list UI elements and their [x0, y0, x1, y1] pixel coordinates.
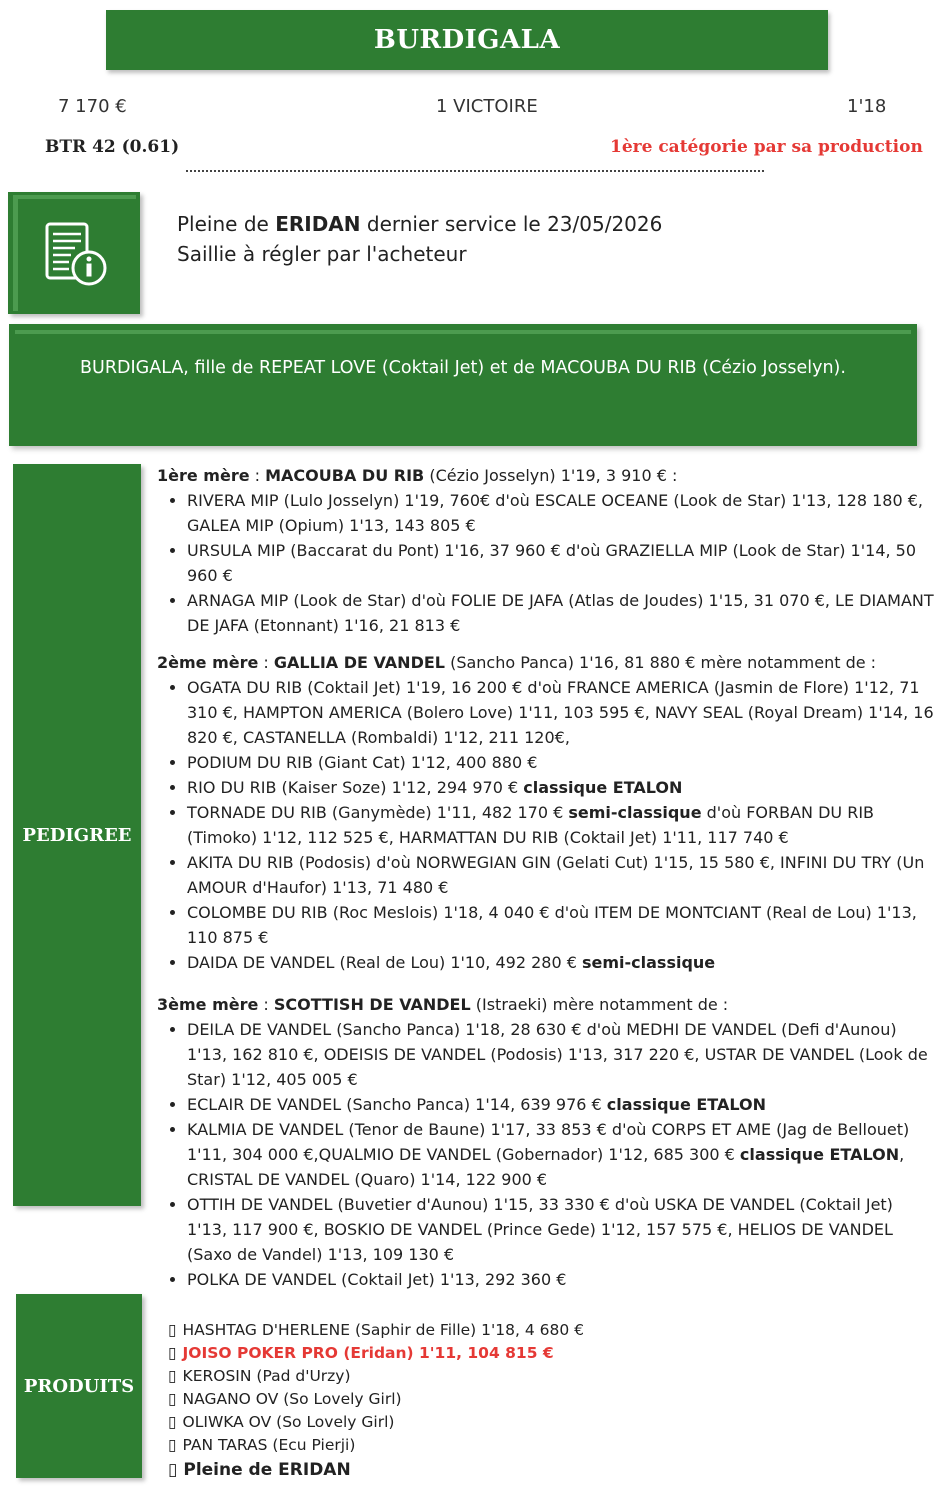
item-text-cont: d'où FORBAN DU RIB (Timoko) 1'12, 112 525 €, HARMATTAN DU RIB (Coktail Jet) 1'11, 117 740 €	[187, 803, 875, 847]
separator: :	[258, 653, 274, 672]
produits-list	[168, 1319, 868, 1483]
product-name: PAN TARAS (Ecu Pierji)	[182, 1436, 356, 1454]
list-item: • PODIUM DU RIB (Giant Cat) 1'12, 400 880 €	[187, 750, 934, 775]
dam-details: (Istraeki) mère notamment de :	[470, 995, 729, 1014]
list-item	[168, 1342, 868, 1365]
bullet-icon: ▯	[168, 1436, 177, 1454]
description-text: BURDIGALA, fille de REPEAT LOVE (Coktail Jet) et de MACOUBA DU RIB (Cézio Josselyn).	[80, 358, 846, 378]
title-banner	[106, 10, 828, 70]
race-class-label: semi-classique	[568, 803, 702, 822]
produits-label: PRODUITS	[23, 1375, 135, 1397]
list-item: • RIVERA MIP (Lulo Josselyn) 1'19, 760€ d'où ESCALE OCEANE (Look de Star) 1'13, 128 180 €, GALEA MIP (Opium) 1'13, 143 805 €	[187, 488, 934, 538]
third-dam-heading	[157, 992, 934, 1017]
race-class-label: classique ETALON	[606, 1095, 766, 1114]
list-item	[168, 1388, 868, 1411]
list-item	[187, 1117, 934, 1192]
separator: :	[258, 995, 274, 1014]
item-text: RIO DU RIB (Kaiser Soze) 1'12, 294 970 €	[187, 778, 524, 797]
service-info-line	[177, 212, 662, 236]
dotted-divider	[186, 170, 764, 172]
bullet-icon: ▯	[168, 1460, 178, 1480]
dam-rank: 1ère mère	[157, 466, 250, 485]
item-text: TORNADE DU RIB (Ganymède) 1'11, 482 170 €	[187, 803, 569, 822]
dam-details: (Sancho Panca) 1'16, 81 880 € mère notamment de :	[444, 653, 877, 672]
category-badge: 1ère catégorie par sa production	[610, 137, 923, 157]
product-name: HASHTAG D'HERLENE (Saphir de Fille) 1'18, 4 680 €	[182, 1321, 585, 1339]
list-item	[168, 1365, 868, 1388]
description-box	[9, 324, 917, 446]
list-item: • OGATA DU RIB (Coktail Jet) 1'19, 16 200 € d'où FRANCE AMERICA (Jasmin de Flore) 1'12, 71 310 €, HAMPTON AMERICA (Bolero Love) 1'11, 103 595 €, NAVY SEAL (Royal Dream) 1'14, 16 820 €, CASTANELLA (Rombaldi) 1'12, 211 120€,	[187, 675, 934, 750]
service-fee-note: Saillie à régler par l'acheteur	[177, 242, 467, 266]
first-dam-section	[157, 463, 934, 638]
product-name: Pleine de ERIDAN	[183, 1460, 351, 1480]
first-dam-heading	[157, 463, 934, 488]
product-name: NAGANO OV (So Lovely Girl)	[182, 1390, 402, 1408]
list-item	[168, 1434, 868, 1457]
list-item	[187, 1092, 934, 1117]
third-dam-section	[157, 992, 934, 1292]
list-item: • OTTIH DE VANDEL (Buvetier d'Aunou) 1'15, 33 330 € d'où USKA DE VANDEL (Coktail Jet) 1'13, 117 900 €, BOSKIO DE VANDEL (Prince Gede) 1'12, 157 575 €, HELIOS DE VANDEL (Saxo de Vandel) 1'13, 109 130 €	[187, 1192, 934, 1267]
second-dam-section	[157, 650, 934, 975]
list-item	[168, 1319, 868, 1342]
list-item: • ARNAGA MIP (Look de Star) d'où FOLIE DE JAFA (Atlas de Joudes) 1'15, 31 070 €, LE DIAMANT DE JAFA (Etonnant) 1'16, 21 813 €	[187, 588, 934, 638]
list-item: • DEILA DE VANDEL (Sancho Panca) 1'18, 28 630 € d'où MEDHI DE VANDEL (Defi d'Aunou) 1'13, 162 810 €, ODEISIS DE VANDEL (Podosis) 1'13, 317 220 €, USTAR DE VANDEL (Look de Star) 1'12, 405 005 €	[187, 1017, 934, 1092]
product-name-highlight: JOISO POKER PRO (Eridan) 1'11, 104 815 €	[182, 1344, 554, 1362]
bullet-icon: ▯	[168, 1390, 177, 1408]
dam-rank: 2ème mère	[157, 653, 259, 672]
horse-name-title: BURDIGALA	[373, 25, 561, 55]
list-item	[187, 950, 934, 975]
list-item: • URSULA MIP (Baccarat du Pont) 1'16, 37 960 € d'où GRAZIELLA MIP (Look de Star) 1'14, 50 960 €	[187, 538, 934, 588]
item-text-cont: , CRISTAL DE VANDEL (Quaro) 1'14, 122 900 €	[187, 1145, 905, 1189]
gains-value: 7 170 €	[58, 96, 127, 117]
list-item: • POLKA DE VANDEL (Coktail Jet) 1'13, 292 360 €	[187, 1267, 934, 1292]
dam-name: SCOTTISH DE VANDEL	[273, 995, 471, 1014]
bullet-icon: ▯	[168, 1344, 177, 1362]
bullet-icon: ▯	[168, 1367, 177, 1385]
produits-label-box	[16, 1294, 142, 1478]
race-class-label: classique ETALON	[523, 778, 683, 797]
dam-name: GALLIA DE VANDEL	[273, 653, 445, 672]
service-info-prefix: Pleine de	[177, 212, 276, 236]
list-item	[168, 1457, 868, 1483]
record-value: 1'18	[847, 96, 887, 117]
race-class-label: semi-classique	[581, 953, 716, 972]
item-text: ECLAIR DE VANDEL (Sancho Panca) 1'14, 639 976 €	[187, 1095, 607, 1114]
list-item	[168, 1411, 868, 1434]
pedigree-label-box	[13, 464, 141, 1206]
bullet-icon: ▯	[168, 1413, 177, 1431]
service-date-text: dernier service le 23/05/2026	[360, 212, 663, 236]
list-item: • COLOMBE DU RIB (Roc Meslois) 1'18, 4 040 € d'où ITEM DE MONTCIANT (Real de Lou) 1'13, 110 875 €	[187, 900, 934, 950]
victories-value: 1 VICTOIRE	[436, 96, 538, 117]
item-text: KALMIA DE VANDEL (Tenor de Baune) 1'17, 33 853 € d'où CORPS ET AME (Jag de Bellouet) 1'11, 304 000 €,QUALMIO DE VANDEL (Gobernador) 1'12, 685 300 €	[187, 1120, 910, 1164]
list-item	[187, 775, 934, 800]
stallion-name: ERIDAN	[275, 212, 361, 236]
dam-rank: 3ème mère	[157, 995, 259, 1014]
item-text: DAIDA DE VANDEL (Real de Lou) 1'10, 492 280 €	[187, 953, 582, 972]
product-name: OLIWKA OV (So Lovely Girl)	[182, 1413, 395, 1431]
list-item: • AKITA DU RIB (Podosis) d'où NORWEGIAN GIN (Gelati Cut) 1'15, 15 580 €, INFINI DU TRY (Un AMOUR d'Haufor) 1'13, 71 480 €	[187, 850, 934, 900]
list-item	[187, 800, 934, 850]
bullet-icon: ▯	[168, 1321, 177, 1339]
race-class-label: classique ETALON	[739, 1145, 900, 1164]
btr-value: BTR 42 (0.61)	[45, 137, 180, 157]
separator: :	[249, 466, 266, 485]
document-info-icon	[45, 222, 109, 288]
info-box	[8, 192, 140, 314]
pedigree-label: PEDIGREE	[22, 824, 132, 846]
product-name: KEROSIN (Pad d'Urzy)	[182, 1367, 351, 1385]
dam-details: (Cézio Josselyn) 1'19, 3 910 € :	[424, 466, 678, 485]
dam-name: MACOUBA DU RIB	[265, 466, 425, 485]
second-dam-heading	[157, 650, 934, 675]
